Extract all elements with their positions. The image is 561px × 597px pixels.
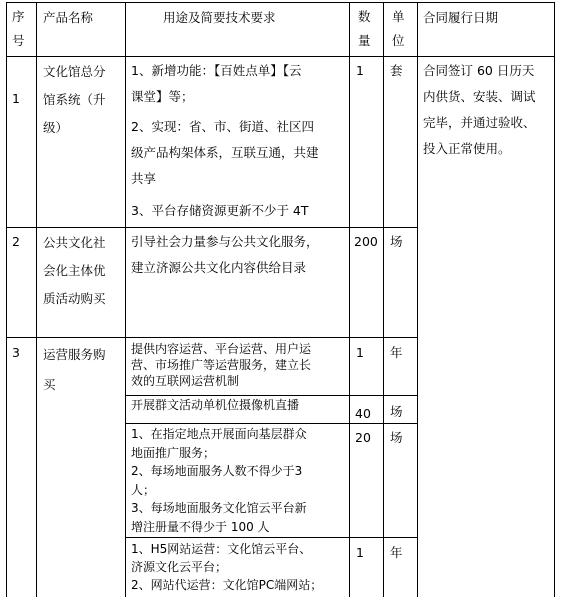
row3-sub2-unit: 场 xyxy=(390,404,403,419)
row3-index: 3 xyxy=(12,345,20,360)
col-divider xyxy=(417,2,418,597)
col-divider xyxy=(383,2,384,597)
row-divider xyxy=(6,227,417,228)
row3-sub4-unit: 年 xyxy=(390,545,403,560)
table-border-left xyxy=(6,2,7,597)
subrow-divider xyxy=(125,537,417,538)
row3-product-name: 运营服务购 买 xyxy=(43,347,106,392)
col-divider xyxy=(349,2,350,597)
row3-sub2-description: 开展群文活动单机位摄像机直播 xyxy=(131,398,300,412)
row3-sub3-quantity: 20 xyxy=(355,430,371,445)
row1-index: 1 xyxy=(12,91,20,106)
header-description: 用途及简要技术要求 xyxy=(163,10,276,25)
table-border-top xyxy=(6,2,554,3)
row2-index: 2 xyxy=(12,234,20,249)
row1-description-part1: 1、新增功能：【百姓点单】【云 课堂】等； xyxy=(131,63,302,104)
col-divider xyxy=(125,2,126,597)
row1-description-part2: 2、实现：省、市、街道、社区四 级产品构架体系，互联互通，共建 共享 xyxy=(131,119,319,186)
row3-sub1-unit: 年 xyxy=(390,345,403,360)
row2-description: 引导社会力量参与公共文化服务， 建立济源公共文化内容供给目录 xyxy=(131,234,319,275)
row2-unit: 场 xyxy=(390,234,403,249)
row3-sub4-quantity: 1 xyxy=(356,545,364,560)
header-index: 序 号 xyxy=(12,9,25,48)
row1-quantity: 1 xyxy=(356,63,364,78)
row-divider xyxy=(6,56,554,57)
subrow-divider xyxy=(125,423,417,424)
header-product-name: 产品名称 xyxy=(43,10,94,25)
row1-description-part3: 3、平台存储资源更新不少于 4T xyxy=(131,203,309,218)
row1-product-name: 文化馆总分 馆系统（升 级） xyxy=(43,64,106,135)
header-unit: 单 位 xyxy=(392,9,405,48)
header-fulfillment-date: 合同履行日期 xyxy=(423,10,499,25)
col-divider xyxy=(36,2,37,597)
row-divider xyxy=(6,337,417,338)
row2-product-name: 公共文化社 会化主体优 质活动购买 xyxy=(43,235,106,306)
row3-sub4-description: 1、H5网站运营：文化馆云平台、 济源文化云平台； 2、网站代运营：文化馆PC端网站； xyxy=(131,542,323,592)
row3-sub2-quantity: 40 xyxy=(355,406,371,421)
row1-unit: 套 xyxy=(390,63,403,78)
row3-sub1-quantity: 1 xyxy=(356,345,364,360)
row3-sub1-description: 提供内容运营、平台运营、用户运 营、市场推广等运营服务，建立长 效的互联网运营机制 xyxy=(131,342,312,388)
row3-sub3-description: 1、在指定地点开展面向基层群众 地面推广服务； 2、每场地面服务人数不得少于3 人； 3、每场地面服务文化馆云平台新 增注册量不得少于 100 人 xyxy=(131,427,307,534)
header-quantity: 数 量 xyxy=(358,9,371,48)
row3-sub3-unit: 场 xyxy=(390,430,403,445)
subrow-divider xyxy=(125,395,417,396)
table-border-right xyxy=(554,2,555,597)
row2-quantity: 200 xyxy=(354,234,378,249)
row1-fulfillment-date: 合同签订 60 日历天 内供货、安装、调试 完毕，并通过验收、 投入正常使用。 xyxy=(423,63,536,156)
